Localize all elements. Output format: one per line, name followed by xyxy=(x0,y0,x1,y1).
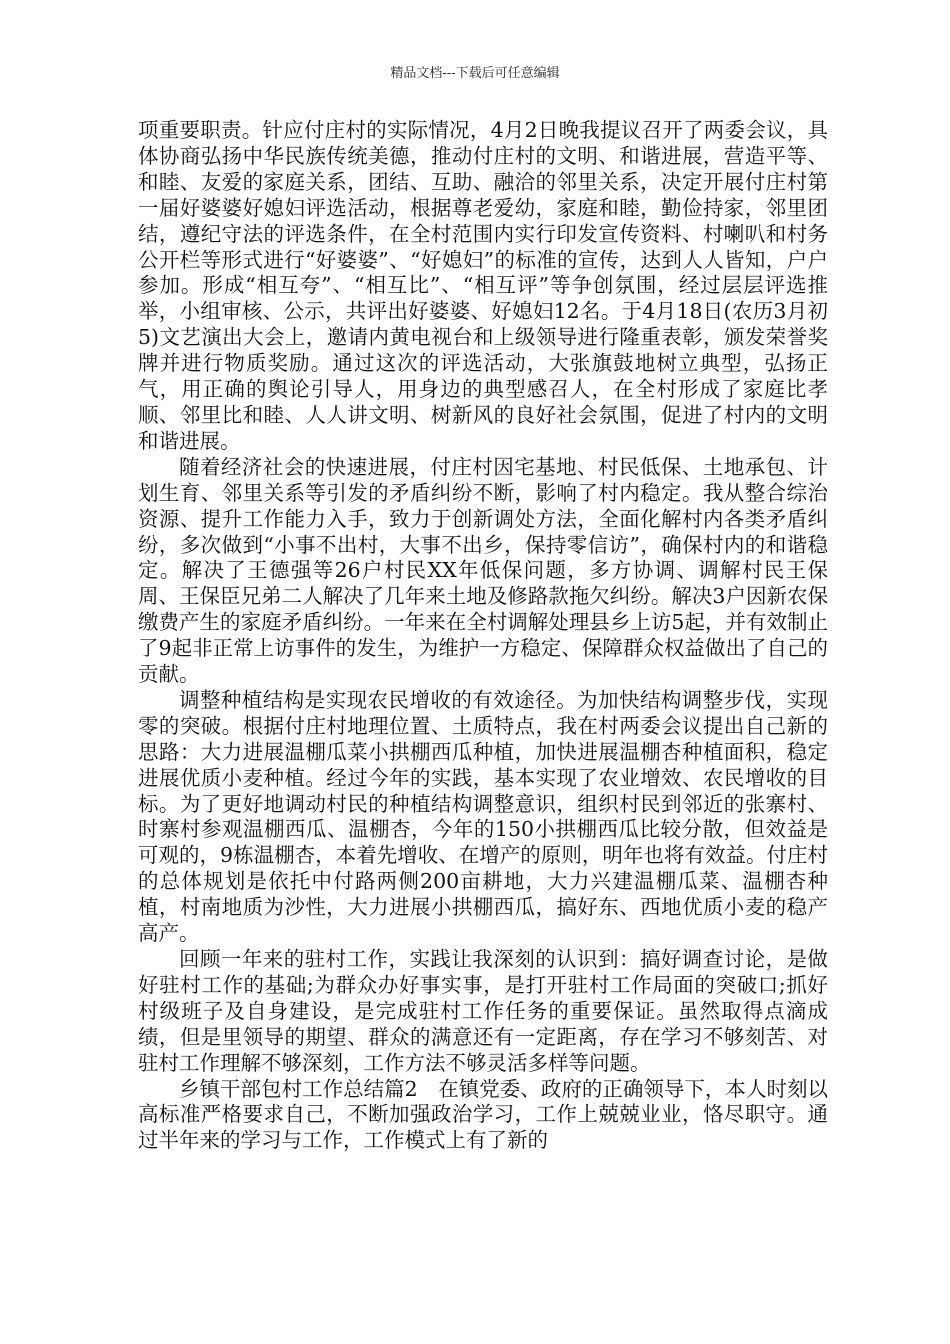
document-body xyxy=(138,118,828,1154)
paragraph-5: 乡镇干部包村工作总结篇2 在镇党委、政府的正确领导下，本人时刻以高标准严格要求自己，不断加强政治学习，工作上兢兢业业，恪尽职守。通过半年来的学习与工作，工作模式上有了新的 xyxy=(138,1076,828,1153)
paragraph-1: 项重要职责。针应付庄村的实际情况，4月2日晚我提议召开了两委会议，具体协商弘扬中华民族传统美德，推动付庄村的文明、和谐进展，营造平等、和睦、友爱的家庭关系，团结、互助、融洽的邻里关系，决定开展付庄村第一届好婆婆好媳妇评选活动，根据尊老爱幼，家庭和睦，勤俭持家，邻里团结，遵纪守法的评选条件，在全村范围内实行印发宣传资料、村喇叭和村务公开栏等形式进行“好婆婆”、“好媳妇”的标准的宣传，达到人人皆知，户户参加。形成“相互夸”、“相互比”、“相互评”等争创氛围，经过层层评选推举，小组审核、公示，共评出好婆婆、好媳妇12名。于4月18日(农历3月初5)文艺演出大会上，邀请内黄电视台和上级领导进行隆重表彰，颁发荣誉奖牌并进行物质奖励。通过这次的评选活动，大张旗鼓地树立典型，弘扬正气，用正确的舆论引导人，用身边的典型感召人，在全村形成了家庭比孝顺、邻里比和睦、人人讲文明、树新风的良好社会氛围，促进了村内的文明和谐进展。 xyxy=(138,118,828,453)
paragraph-2: 随着经济社会的快速进展，付庄村因宅基地、村民低保、土地承包、计划生育、邻里关系等引发的矛盾纠纷不断，影响了村内稳定。我从整合综治资源、提升工作能力入手，致力于创新调处方法，全面化解村内各类矛盾纠纷，多次做到“小事不出村，大事不出乡，保持零信访”，确保村内的和谐稳定。解决了王德强等26户村民XX年低保问题，多方协调、调解村民王保周、王保臣兄弟二人解决了几年来土地及修路款拖欠纠纷。解决3户因新农保缴费产生的家庭矛盾纠纷。一年来在全村调解处理县乡上访5起，并有效制止了9起非正常上访事件的发生，为维护一方稳定、保障群众权益做出了自己的贡献。 xyxy=(138,454,828,687)
paragraph-3: 调整种植结构是实现农民增收的有效途径。为加快结构调整步伐，实现零的突破。根据付庄村地理位置、土质特点，我在村两委会议提出自己新的思路：大力进展温棚瓜菜小拱棚西瓜种植，加快进展温棚杏种植面积，稳定进展优质小麦种植。经过今年的实践，基本实现了农业增效、农民增收的目标。为了更好地调动村民的种植结构调整意识，组织村民到邻近的张寨村、时寨村参观温棚西瓜、温棚杏，今年的150小拱棚西瓜比较分散，但效益是可观的，9栋温棚杏，本着先增收、在增产的原则，明年也将有效益。付庄村的总体规划是依托中付路两侧200亩耕地，大力兴建温棚瓜菜、温棚杏种植，村南地质为沙性，大力进展小拱棚西瓜，搞好东、西地优质小麦的稳产高产。 xyxy=(138,687,828,946)
paragraph-4: 回顾一年来的驻村工作，实践让我深刻的认识到：搞好调查讨论，是做好驻村工作的基础;为群众办好事实事，是打开驻村工作局面的突破口;抓好村级班子及自身建设，是完成驻村工作任务的重要保证。虽然取得点滴成绩，但是里领导的期望、群众的满意还有一定距离，存在学习不够刻苦、对驻村工作理解不够深刻，工作方法不够灵活多样等问题。 xyxy=(138,947,828,1075)
page-header: 精品文档---下载后可任意编辑 xyxy=(390,66,560,81)
